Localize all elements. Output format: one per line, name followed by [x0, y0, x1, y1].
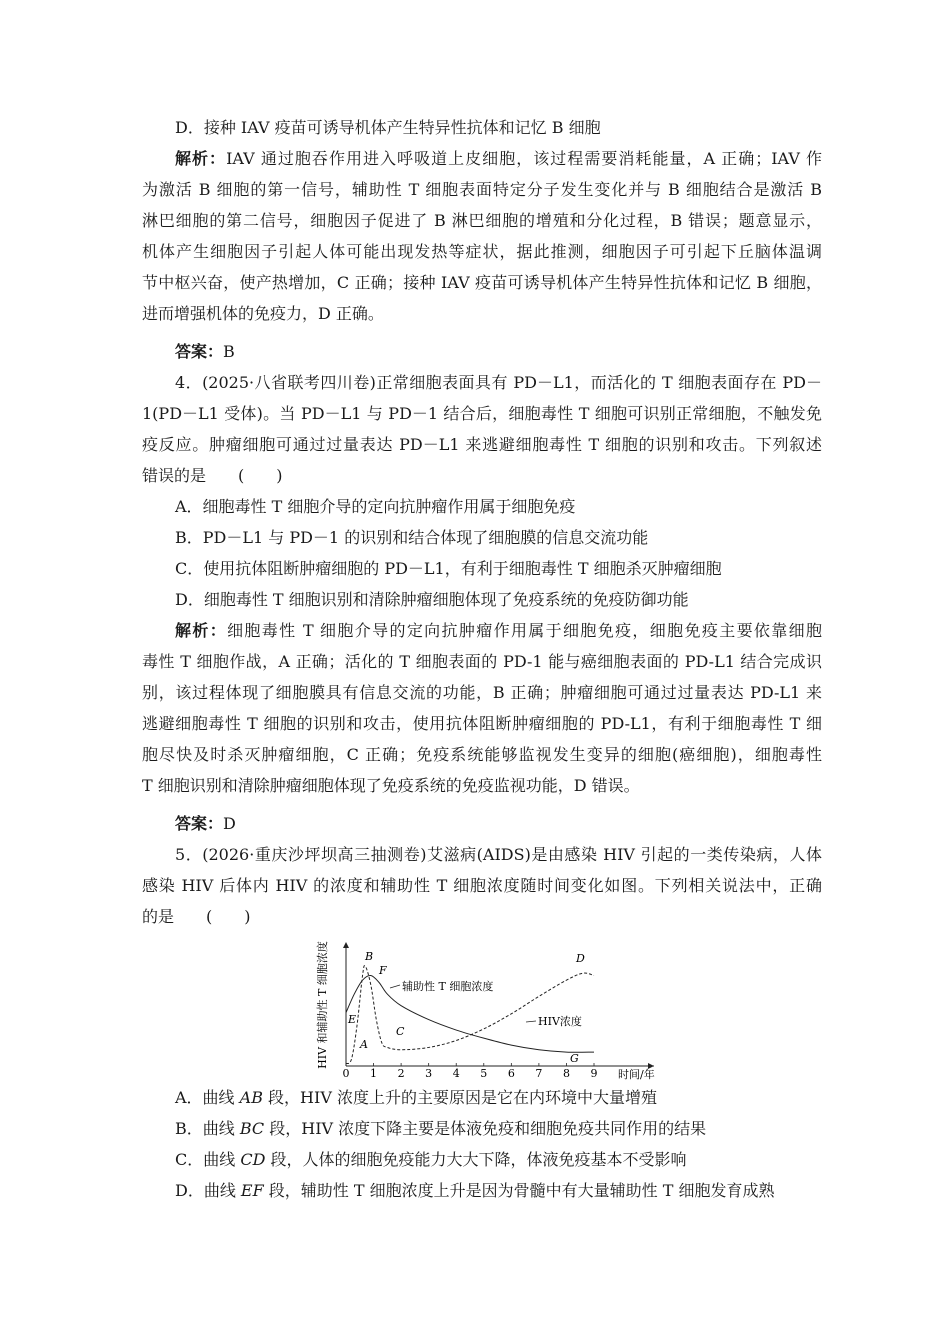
q3-analysis-line-5: 节中枢兴奋，使产热增加，C 正确；接种 IAV 疫苗可诱导机体产生特异性抗体和记忆 B 细胞， — [142, 273, 822, 292]
x-tick-label-3: 3 — [425, 1067, 433, 1080]
q5-option-c: C．曲线 CD 段，人体的细胞免疫能力大大下降，体液免疫基本不受影响 — [175, 1150, 687, 1169]
q4-answer-value: D — [223, 814, 236, 833]
q5-stem-line-3: 的是 ( ) — [142, 907, 251, 926]
x-tick-label-6: 6 — [507, 1067, 515, 1080]
y-axis-label: HIV 和辅助性 T 细胞浓度 — [316, 941, 329, 1069]
hiv-chart — [318, 938, 658, 1080]
q4-analysis-line-6: T 细胞识别和清除肿瘤细胞体现了免疫系统的免疫监视功能，D 错误。 — [142, 776, 640, 795]
q3-analysis-label: 解析： — [175, 149, 227, 168]
q5-stem-line-2: 感染 HIV 后体内 HIV 的浓度和辅助性 T 细胞浓度随时间变化如图。下列相关说法中，正确 — [142, 876, 822, 895]
q3-answer — [175, 342, 822, 362]
t-cell-leader-line — [390, 985, 400, 988]
q4-option-a: A．细胞毒性 T 细胞介导的定向抗肿瘤作用属于细胞免疫 — [175, 497, 576, 516]
q4-analysis-line-3: 别，该过程体现了细胞膜具有信息交流的功能，B 正确；肿瘤细胞可通过过量表达 PD-L1 来 — [142, 683, 822, 702]
q3-analysis-line-6: 进而增强机体的免疫力，D 正确。 — [142, 304, 384, 323]
q4-option-c: C．使用抗体阻断肿瘤细胞的 PD－L1，有利于细胞毒性 T 细胞杀灭肿瘤细胞 — [175, 559, 722, 578]
q4-stem-line-1: 4．(2025·八省联考四川卷)正常细胞表面具有 PD－L1，而活化的 T 细胞表面存在 PD－ — [175, 373, 822, 392]
point-label-c: C — [396, 1025, 405, 1038]
x-tick-label-4: 4 — [452, 1067, 460, 1080]
q4-analysis-line-4: 逃避细胞毒性 T 细胞的识别和攻击，使用抗体阻断肿瘤细胞的 PD-L1，有利于细胞毒性 T 细 — [142, 714, 822, 733]
x-tick-label-9: 9 — [590, 1067, 598, 1080]
series-label-t-cell: 辅助性 T 细胞浓度 — [402, 980, 494, 993]
q3-answer-label: 答案： — [175, 342, 224, 361]
q5-option-a: A．曲线 AB 段，HIV 浓度上升的主要原因是它在内环境中大量增殖 — [175, 1088, 657, 1107]
point-label-b: B — [365, 950, 374, 963]
q5-stem-line-1: 5．(2026·重庆沙坪坝高三抽测卷)艾滋病(AIDS)是由感染 HIV 引起的一类传染病，人体 — [175, 845, 822, 864]
point-label-e: E — [348, 1013, 357, 1026]
x-tick-label-0: 0 — [342, 1067, 350, 1080]
point-label-f: F — [379, 964, 387, 977]
q5-option-b: B．曲线 BC 段，HIV 浓度下降主要是体液免疫和细胞免疫共同作用的结果 — [175, 1119, 707, 1138]
point-label-g: G — [570, 1052, 579, 1065]
x-tick-label-7: 7 — [535, 1067, 543, 1080]
q4-analysis-label: 解析： — [175, 621, 228, 640]
q4-answer — [175, 814, 822, 834]
q3-analysis-line-2: 为激活 B 细胞的第一信号，辅助性 T 细胞表面特定分子发生变化并与 B 细胞结合是激活 B — [142, 180, 822, 199]
q3-analysis-line-3: 淋巴细胞的第二信号，细胞因子促进了 B 淋巴细胞的增殖和分化过程，B 错误；题意显示， — [142, 211, 822, 230]
point-label-d: D — [576, 952, 585, 965]
x-tick-label-8: 8 — [562, 1067, 570, 1080]
x-axis-label: 时间/年 — [618, 1068, 655, 1081]
x-tick-label-5: 5 — [480, 1067, 488, 1080]
x-tick-label-2: 2 — [397, 1067, 405, 1080]
y-axis-arrow — [343, 942, 349, 948]
q4-stem-line-4: 错误的是 ( ) — [142, 466, 283, 485]
q4-answer-label: 答案： — [175, 814, 224, 833]
series-label-hiv: HIV浓度 — [538, 1015, 582, 1028]
q4-analysis-line-2: 毒性 T 细胞作战，A 正确；活化的 T 细胞表面的 PD-1 能与癌细胞表面的 PD-L1 结合完成识 — [142, 652, 822, 671]
q4-option-b: B．PD－L1 与 PD－1 的识别和结合体现了细胞膜的信息交流功能 — [175, 528, 649, 547]
q4-stem-line-3: 疫反应。肿瘤细胞可通过过量表达 PD－L1 来逃避细胞毒性 T 细胞的识别和攻击。下列叙述 — [142, 435, 822, 454]
q3-option-d: D．接种 IAV 疫苗可诱导机体产生特异性抗体和记忆 B 细胞 — [175, 118, 601, 137]
x-tick-label-1: 1 — [370, 1067, 378, 1080]
q4-option-d: D．细胞毒性 T 细胞识别和清除肿瘤细胞体现了免疫系统的免疫防御功能 — [175, 590, 689, 609]
q3-analysis-line-4: 机体产生细胞因子引起人体可能出现发热等症状，据此推测，细胞因子可引起下丘脑体温调 — [142, 242, 822, 261]
q4-analysis-line-1: 解析：细胞毒性 T 细胞介导的定向抗肿瘤作用属于细胞免疫，细胞免疫主要依靠细胞 — [175, 621, 822, 640]
hiv-leader-line — [526, 1021, 536, 1022]
q3-analysis-line-1: 解析：IAV 通过胞吞作用进入呼吸道上皮细胞，该过程需要消耗能量，A 正确；IAV 作 — [175, 149, 822, 168]
q4-analysis-line-5: 胞尽快及时杀灭肿瘤细胞，C 正确；免疫系统能够监视发生变异的细胞(癌细胞)，细胞毒性 — [142, 745, 822, 764]
point-label-a: A — [360, 1038, 368, 1051]
chart-annotations — [347, 950, 585, 1065]
q3-answer-value: B — [223, 342, 235, 361]
q4-stem-line-2: 1(PD－L1 受体)。当 PD－L1 与 PD－1 结合后，细胞毒性 T 细胞可识别正常细胞，不触发免 — [142, 404, 822, 423]
q5-option-d: D．曲线 EF 段，辅助性 T 细胞浓度上升是因为骨髓中有大量辅助性 T 细胞发育成熟 — [175, 1181, 775, 1200]
